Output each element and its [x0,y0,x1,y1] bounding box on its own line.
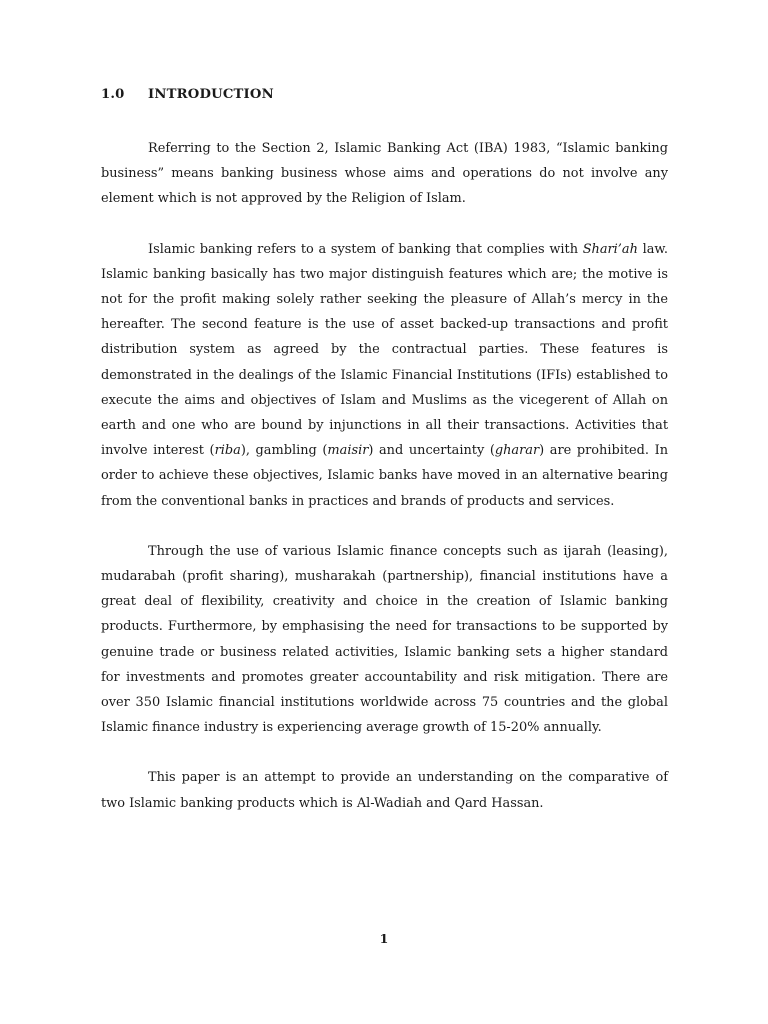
section-title: INTRODUCTION [148,87,274,102]
term-shariah: Shari’ah [582,241,638,257]
paragraph-text: Referring to the Section 2, Islamic Banking Act (IBA) 1983, “Islamic banking business” means banking business whose aims and operations do not involve any element which is not approved by the Religion of Islam. [101,141,668,207]
paragraph-text: law. Islamic banking basically has two major distinguish features which are; the motive is not for the profit making solely rather seeking the pleasure of Allah’s mercy in the hereafter. The second feature is the use of asset backed-up transactions and profit distribution system as agreed by the contractual parties. These features is demonstrated in the dealings of the Islamic Financial Institutions (IFIs) established to execute the aims and objectives of Islam and Muslims as the vicegerent of Allah on earth and one who are bound by injunctions in all their transactions. Activities that involve interest ( [101,241,668,459]
paragraph-text: ) are prohibited. In order to achieve these objectives, Islamic banks have moved in an alternative bearing from the conventional banks in practices and brands of products and services. [101,443,668,509]
paragraph-text: ), gambling ( [240,443,328,459]
page-number: 1 [379,931,389,946]
paragraph-text: Islamic banking refers to a system of banking that complies with [148,241,583,257]
paragraph-iba-definition [101,136,668,212]
document-body [101,136,668,841]
section-number: 1.0 [101,87,125,102]
paragraph-text: ) and uncertainty ( [368,443,495,459]
paragraph-islamic-banking-features [101,237,668,514]
paragraph-paper-purpose [101,765,668,815]
paragraph-text: Through the use of various Islamic finance concepts such as ijarah (leasing), mudarabah (profit sharing), musharakah (partnership), financial institutions have a great deal of flexibility, creativity and choice in the creation of Islamic banking products. Furthermore, by emphasising the need for transactions to be supported by genuine trade or business related activities, Islamic banking sets a higher standard for investments and promotes greater accountability and risk mitigation. There are over 350 Islamic financial institutions worldwide across 75 countries and the global Islamic finance industry is experiencing average growth of 15-20% annually. [101,543,668,736]
term-gharar: gharar [494,443,540,459]
term-riba: riba [214,443,241,459]
paragraph-finance-concepts [101,539,668,741]
paragraph-text: This paper is an attempt to provide an understanding on the comparative of two Islamic banking products which is Al-Wadiah and Qard Hassan. [101,770,668,811]
term-maisir: maisir [327,443,369,459]
section-heading [101,87,274,102]
